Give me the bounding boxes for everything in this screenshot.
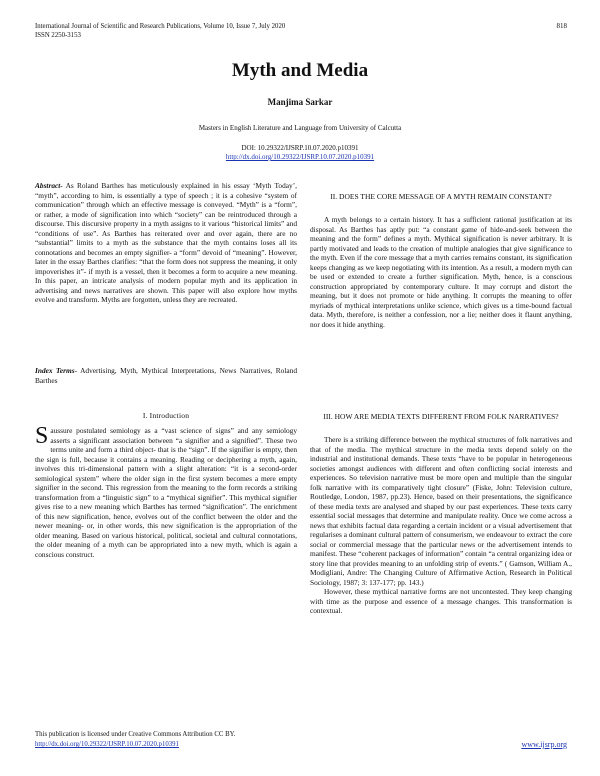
doi-block	[0, 144, 600, 162]
index-terms	[35, 366, 297, 385]
section3-body	[310, 435, 572, 616]
journal-name: International Journal of Scientific and Research Publications, Volume 10, Issue 7, July 2020	[35, 23, 286, 30]
abstract-label: Abstract-	[35, 181, 63, 190]
abstract-text: As Roland Barthes has meticulously explained in his essay ‘Myth Today’, “myth”, according to him, is essentially a type of speech ; it is a cohesive “system of communication” through which an effective message is conveyed. “Myth” is a “form”, or rather, a mode of signification into which “society” can be reintroduced through a discourse. This discursive property in a myth assigns to it various “historical limits” and “conditions of use”. As Barthes has reiterated over and over again, there are no “substantial” limits to a myth as the substance that the myth contains loses all its connotations and becomes an empty signifier- a “form” devoid of “meaning”. However, later in the essay Barthes clarifies: “that the form does not suppress the meaning, it only impoverishes it”- if myth is a vessel, then it becomes a form to acquire a new meaning. In this paper, an intricate analysis of modern popular myth and its application in advertising and news narratives are shown. This paper will also explore how myths evolve and transform. Myths are forgotten, unless they are recreated.	[35, 181, 297, 304]
section2-body	[310, 215, 572, 329]
section3-para1: There is a striking difference between the mythical structures of folk narratives and that of the media. The mythical structure in the media texts depend solely on the industrial and institutional demands. These texts “have to be popular in heterogeneous societies amongst audiences with different and often conflicting social interests and experiences. So television narrative must be more open and multiple than the singular folk narrative with its comparatively tight closure” (Fiske, John: Television culture, Routledge, London, 1987, pp.23). Hence, based on their presentations, the significance of these media texts are analysed and shaped by our past experiences. These texts carry essential social messages that determine and manipulate reality. Once we come across a news that exhibits factual data regarding a certain incident or a visual advertisement that regularises a dominant cultural pattern of consumerism, we endeavour to extract the core social or commercial message that the particular news or the advertisement intends to manifest. These “coherent packages of information” contain “a central organizing idea or story line that provides meaning to an unfolding strip of events.” ( Gamson, William A., Modigliani, Andre: The Changing Culture of Affirmative Action, Research in Political Sociology, 1987; 3: 137-177; pp. 143.)	[310, 435, 572, 587]
page-number: 818	[556, 22, 567, 30]
intro-text: aussure postulated semiology as a “vast science of signs” and any semiology asserts a significant association between “a signifier and a signified”. These two terms unite and form a third object- that is the “sign”. If the signifier is empty, then the sign is full, because it contains a meaning. Reading or deciphering a myth, again, involves this tri-dimensional pattern with a slight alteration: “it is a second-order semiological system” where the older sign in the first system becomes a mere empty signifier in the second. This regression from the meaning to the form records a striking transformation from a “linguistic sign” to a “mythical signifier”. This mythical signifier gives rise to a new meaning which Barthes has termed “signification”. The enrichment of this new signification, hence, evolves out of the conflict between the older and the newer meaning- or, in other words, this new signification is the appropriation of the older meaning. Based on various historical, political, societal and cultural connotations, the older meaning of a myth can be appropriated into a new myth, which is again a conscious construct.	[35, 426, 297, 559]
section2-heading: II. DOES THE CORE MESSAGE OF A MYTH REMAIN CONSTANT?	[330, 192, 552, 201]
running-header	[35, 22, 285, 40]
section3-para2: However, these mythical narrative forms are not uncontested. They keep changing with time as the purpose and essence of a message changes. This transformation is contextual.	[310, 587, 572, 615]
license-text: This publication is licensed under Creative Commons Attribution CC BY.	[35, 731, 236, 738]
doi-link[interactable]: http://dx.doi.org/10.29322/IJSRP.10.07.2020.p10391	[225, 153, 375, 161]
section3-heading: III. HOW ARE MEDIA TEXTS DIFFERENT FROM FOLK NARRATIVES?	[323, 412, 559, 421]
section2-text: A myth belongs to a certain history. It has a sufficient rational justification at its disposal. As Barthes has aptly put: “a constant game of hide-and-seek between the meaning and the form” defines a myth. Mythical signification is never arbitrary. It is partly motivated and leads to the creation of multiple analogies that give significance to the myth. Even if the core message that a myth carries remains constant, its signification keeps changing as we keep negotiating with its intention. As a result, a modern myth can be used or extended to create a further signification. Myth, hence, is a conscious construction appropriated by contemporary culture. It may corrupt and distort the meaning, but it does not promote or hide anything. It corrupts the meaning to offer myriads of mythical interpretations unlike science, which gives us a time-bound factual data. Myth, therefore, is neither a confession, nor a lie; neither does it flaunt anything, nor does it hide anything.	[310, 215, 572, 329]
issn: ISSN 2250-3153	[35, 32, 81, 39]
footer-doi-link[interactable]: http://dx.doi.org/10.29322/IJSRP.10.07.2020.p10391	[35, 741, 179, 748]
intro-body	[35, 423, 297, 559]
footer	[35, 730, 235, 750]
drop-cap: S	[35, 423, 49, 449]
intro-heading: I. Introduction	[142, 411, 190, 420]
doi-text: DOI: 10.29322/IJSRP.10.07.2020.p10391	[241, 144, 359, 152]
paper-title: Myth and Media	[231, 60, 369, 81]
index-terms-label: Index Terms	[35, 366, 75, 375]
author-affiliation: Masters in English Literature and Language from University of Calcutta	[198, 124, 402, 132]
author-name: Manjima Sarkar	[267, 97, 333, 107]
abstract	[35, 181, 297, 305]
index-terms-text: - Advertising, Myth, Mythical Interpretations, News Narratives, Roland Barthes	[35, 366, 297, 385]
website-link[interactable]: www.ijsrp.org	[521, 740, 567, 749]
